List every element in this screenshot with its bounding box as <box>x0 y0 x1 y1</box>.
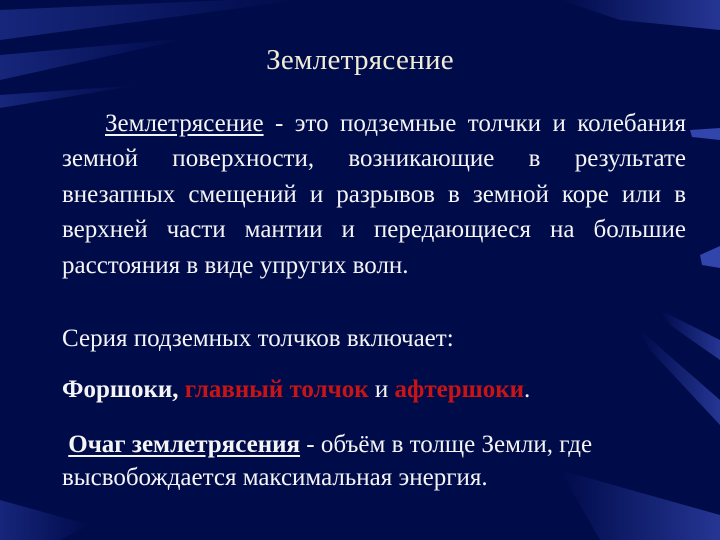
definition-paragraph <box>62 106 686 283</box>
phases-line <box>62 376 530 404</box>
foreshocks-term: Форшоки, <box>62 376 179 403</box>
definition-term: Землетрясение <box>105 110 264 137</box>
definition-text: - это подземные толчки и колебания земной поверхности, возникающие в результате внезапных смещений и разрывов в земной коре или в верхней части мантии и передающиеся на большие расстояния в виде упругих волн. <box>62 110 686 279</box>
phases-period: . <box>524 376 531 403</box>
main-shock-term: главный толчок <box>184 376 369 403</box>
focus-paragraph <box>62 428 682 494</box>
focus-text: - объём в толще Земли, где высвобождается максимальная энергия. <box>62 431 593 491</box>
aftershocks-term: афтершоки <box>394 376 525 403</box>
slide-title: Землетрясение <box>266 44 454 76</box>
phases-conjunction: и <box>374 376 389 403</box>
series-line: Серия подземных толчков включает: <box>62 325 454 352</box>
focus-term: Очаг землетрясения <box>68 431 301 458</box>
